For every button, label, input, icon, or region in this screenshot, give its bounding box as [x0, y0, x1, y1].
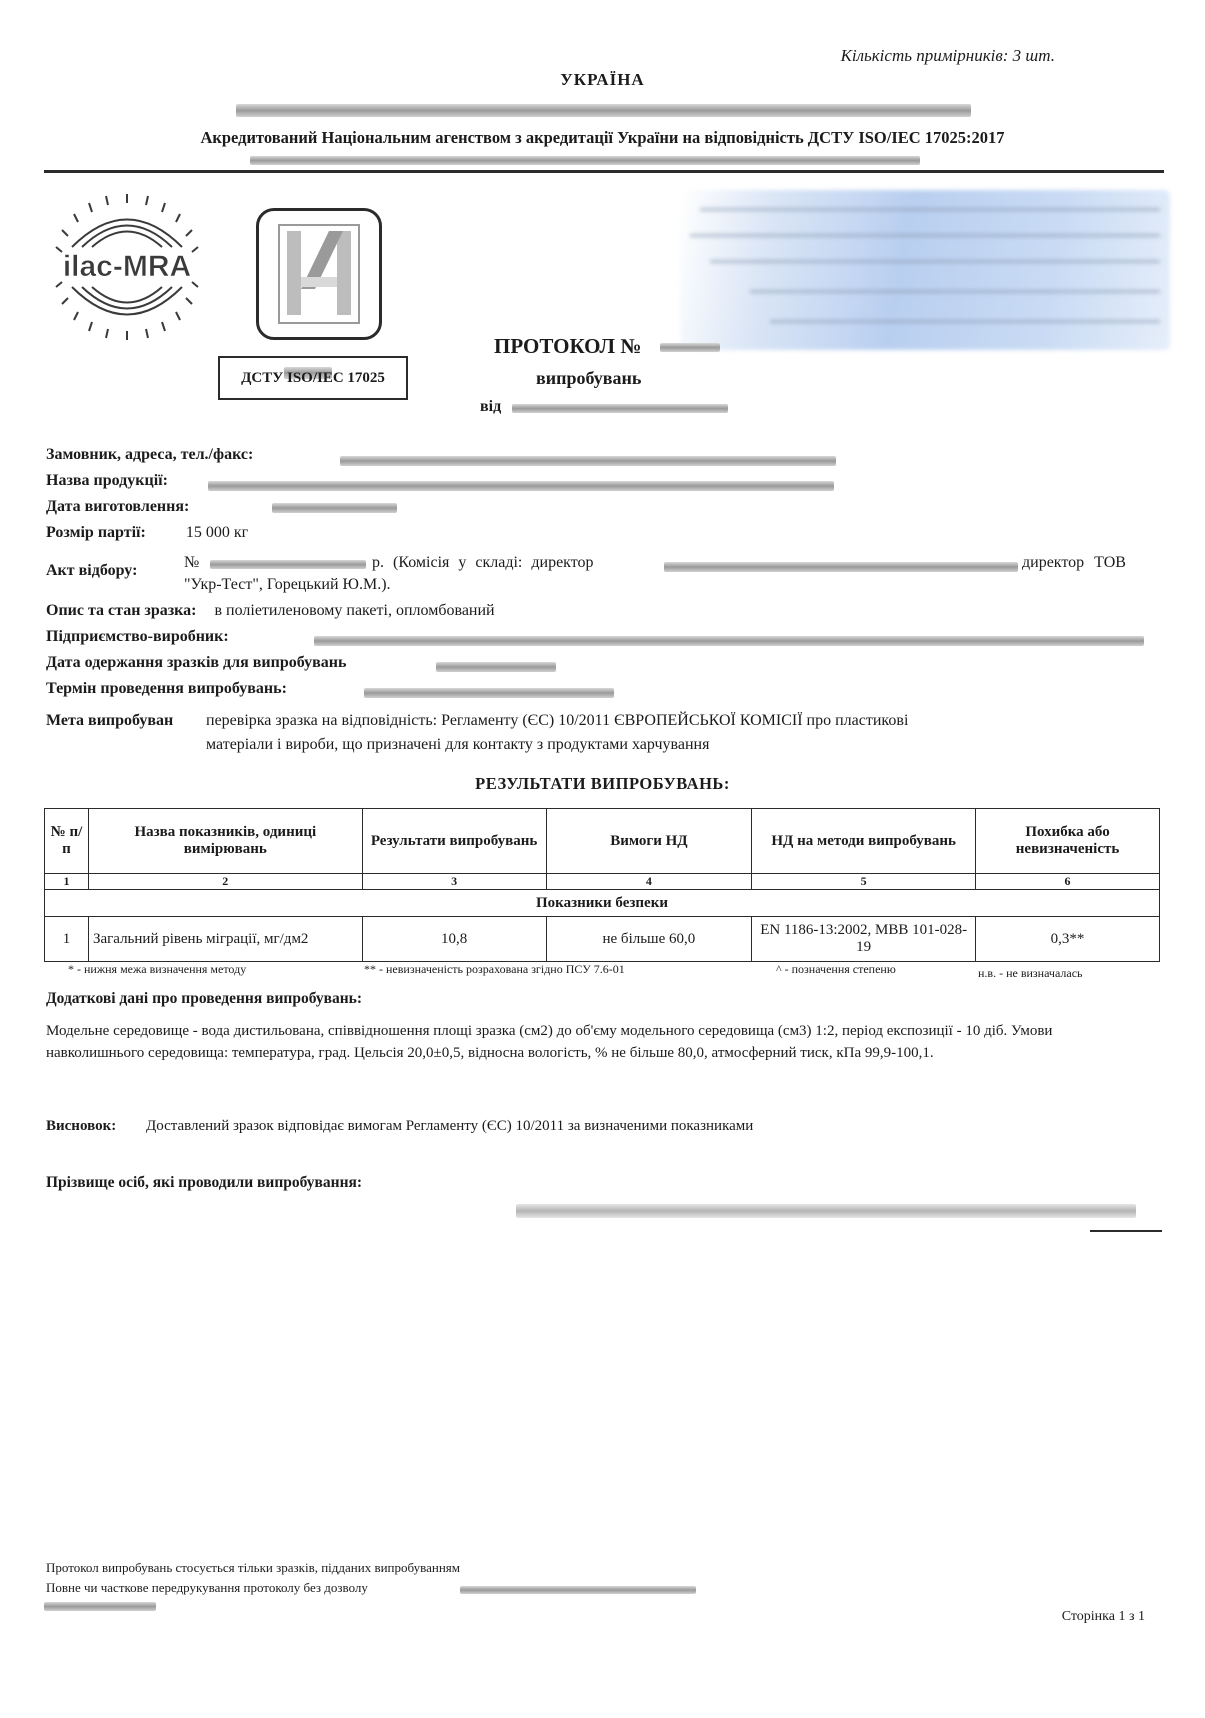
row-no: 1: [45, 917, 89, 962]
redacted-persons: [516, 1204, 1136, 1218]
conclusion: [46, 1118, 753, 1135]
col-header-uncertainty: Похибка або невизначеність: [976, 809, 1160, 874]
col-header-name: Назва показників, одиниці вимірювань: [88, 809, 362, 874]
manufacture-date-field: [46, 498, 189, 516]
batch-size-label: Розмір партії:: [46, 524, 146, 541]
redacted-manufacturer: [314, 636, 1144, 646]
product-label: Назва продукції:: [46, 472, 168, 489]
additional-data-text: Модельне середовище - вода дистильована, співвідношення площі зразка (см2) до об'єму модельного середовища (см3) 1:2, період експозиції - 10 діб. Умови навколишнього середовища: температура, град. Цельсія 20,0±0,5, відносна вологість, % не більше 80,0, атмосферний тиск, кПа 99,9-100,1.: [46, 1023, 1053, 1061]
row-uncertainty: 0,3**: [976, 917, 1160, 962]
additional-data-title: Додаткові дані про проведення випробувань:: [46, 990, 363, 1007]
col-header-requirement: Вимоги НД: [546, 809, 752, 874]
footnote-detection-limit: * - нижня межа визначення методу: [68, 962, 247, 976]
sampling-act-commission: р. (Комісія у складі: директор: [372, 554, 594, 571]
ilac-mra-logo: [52, 192, 202, 342]
sample-description-label: Опис та стан зразка:: [46, 602, 197, 619]
redacted-footer-lab: [460, 1586, 696, 1594]
sampling-act-no: №: [184, 554, 200, 571]
customer-label: Замовник, адреса, тел./факс:: [46, 446, 254, 463]
col-number: 1: [45, 874, 89, 890]
naau-emblem-icon: [259, 211, 379, 337]
col-header-no: № п/п: [45, 809, 89, 874]
redacted-protocol-number: [660, 343, 720, 352]
page-number: Сторінка 1 з 1: [1061, 1609, 1145, 1624]
receipt-date-label: Дата одержання зразків для випробувань: [46, 654, 347, 671]
col-number: 4: [546, 874, 752, 890]
product-field: [46, 472, 168, 490]
test-period-label: Термін проведення випробувань:: [46, 680, 287, 697]
table-row: [45, 917, 1160, 962]
footnote-not-determined: н.в. - не визначалась: [978, 966, 1083, 980]
batch-size-value: 15 000 кг: [185, 524, 249, 541]
purpose-label: Мета випробуван: [46, 712, 174, 729]
purpose-line1: перевірка зразка на відповідність: Регламенту (ЄС) 10/2011 ЄВРОПЕЙСЬКОЇ КОМІСІЇ про пластикові: [206, 712, 909, 729]
results-header-row: [45, 809, 1160, 874]
col-number: 5: [752, 874, 976, 890]
section-title: Показники безпеки: [45, 890, 1160, 917]
redacted-manufacture-date: [272, 503, 397, 513]
dstu-standard-badge: ДСТУ ISO/IEC 17025: [218, 356, 408, 400]
redacted-footer-address: [44, 1602, 156, 1611]
footnote-exponent: ^ - позначення степеню: [776, 962, 896, 976]
header-divider: [44, 170, 1164, 173]
purpose-field: [46, 712, 173, 730]
col-number: 2: [88, 874, 362, 890]
redacted-protocol-date: [512, 404, 728, 413]
conclusion-text: Доставлений зразок відповідає вимогам Регламенту (ЄС) 10/2011 за визначеними показниками: [145, 1118, 754, 1134]
sampling-act-line2: "Укр-Тест", Горецький Ю.М.).: [184, 576, 391, 593]
redacted-accreditation-number: [250, 156, 920, 165]
accreditation-statement: Акредитований Національним агенством з акредитації України на відповідність ДСТУ ISO/IEC 17025:2017: [200, 128, 1005, 147]
results-table: [44, 808, 1160, 962]
batch-size-field: [46, 524, 248, 542]
redacted-receipt-date: [436, 662, 556, 672]
svg-text:ilac-MRA: ilac-MRA: [62, 250, 192, 283]
purpose-line2: матеріали і вироби, що призначені для контакту з продуктами харчування: [206, 736, 710, 753]
redacted-contact-block: [680, 190, 1170, 350]
row-method: EN 1186-13:2002, МВВ 101-028-19: [752, 917, 976, 962]
test-period-field: [46, 680, 287, 698]
sample-description-value: в поліетиленовому пакеті, опломбований: [214, 602, 495, 619]
column-number-row: [45, 874, 1160, 890]
row-result: 10,8: [362, 917, 546, 962]
row-indicator-name: Загальний рівень міграції, мг/дм2: [88, 917, 362, 962]
redacted-lab-name: [236, 104, 971, 117]
manufacturer-label: Підприємство-виробник:: [46, 628, 229, 645]
col-header-method: НД на методи випробувань: [752, 809, 976, 874]
sampling-act-label: Акт відбору:: [46, 562, 138, 579]
receipt-date-field: [46, 654, 346, 672]
col-header-result: Результати випробувань: [362, 809, 546, 874]
footer-disclaimer-1: Протокол випробувань стосується тільки зразків, підданих випробуванням: [46, 1560, 460, 1575]
col-number: 3: [362, 874, 546, 890]
customer-field: [46, 446, 253, 464]
sampling-act-end: директор ТОВ: [1022, 554, 1126, 571]
signature-line: [1090, 1230, 1162, 1232]
manufacture-date-label: Дата виготовлення:: [46, 498, 190, 515]
protocol-title: ПРОТОКОЛ №: [494, 334, 642, 358]
footer-disclaimer-2: Повне чи часткове передрукування протоколу без дозволу: [46, 1580, 368, 1595]
manufacturer-field: [46, 628, 229, 646]
section-row: [45, 890, 1160, 917]
sample-description-field: [46, 602, 495, 620]
col-number: 6: [976, 874, 1160, 890]
footnote-uncertainty: ** - невизначеність розрахована згідно ПСУ 7.6-01: [364, 962, 625, 976]
redacted-act-number: [210, 560, 366, 569]
redacted-test-period: [364, 688, 614, 698]
redacted-commission-members: [664, 562, 1018, 572]
testing-persons-label: Прізвище осіб, які проводили випробування:: [46, 1174, 363, 1191]
copies-count: Кількість примірників: 3 шт.: [840, 46, 1055, 65]
results-title: РЕЗУЛЬТАТИ ВИПРОБУВАНЬ:: [475, 774, 730, 793]
conclusion-label: Висновок:: [46, 1118, 117, 1134]
ilac-mra-emblem-icon: [52, 192, 202, 342]
country-heading: УКРАЇНА: [560, 70, 645, 89]
redacted-customer: [340, 456, 836, 466]
row-requirement: не більше 60,0: [546, 917, 752, 962]
naau-accreditation-logo: [256, 208, 382, 340]
sampling-act-label-wrap: [46, 562, 137, 580]
protocol-date-prefix: від: [480, 398, 502, 415]
protocol-subtitle: випробувань: [536, 368, 642, 388]
redacted-product: [208, 481, 834, 491]
